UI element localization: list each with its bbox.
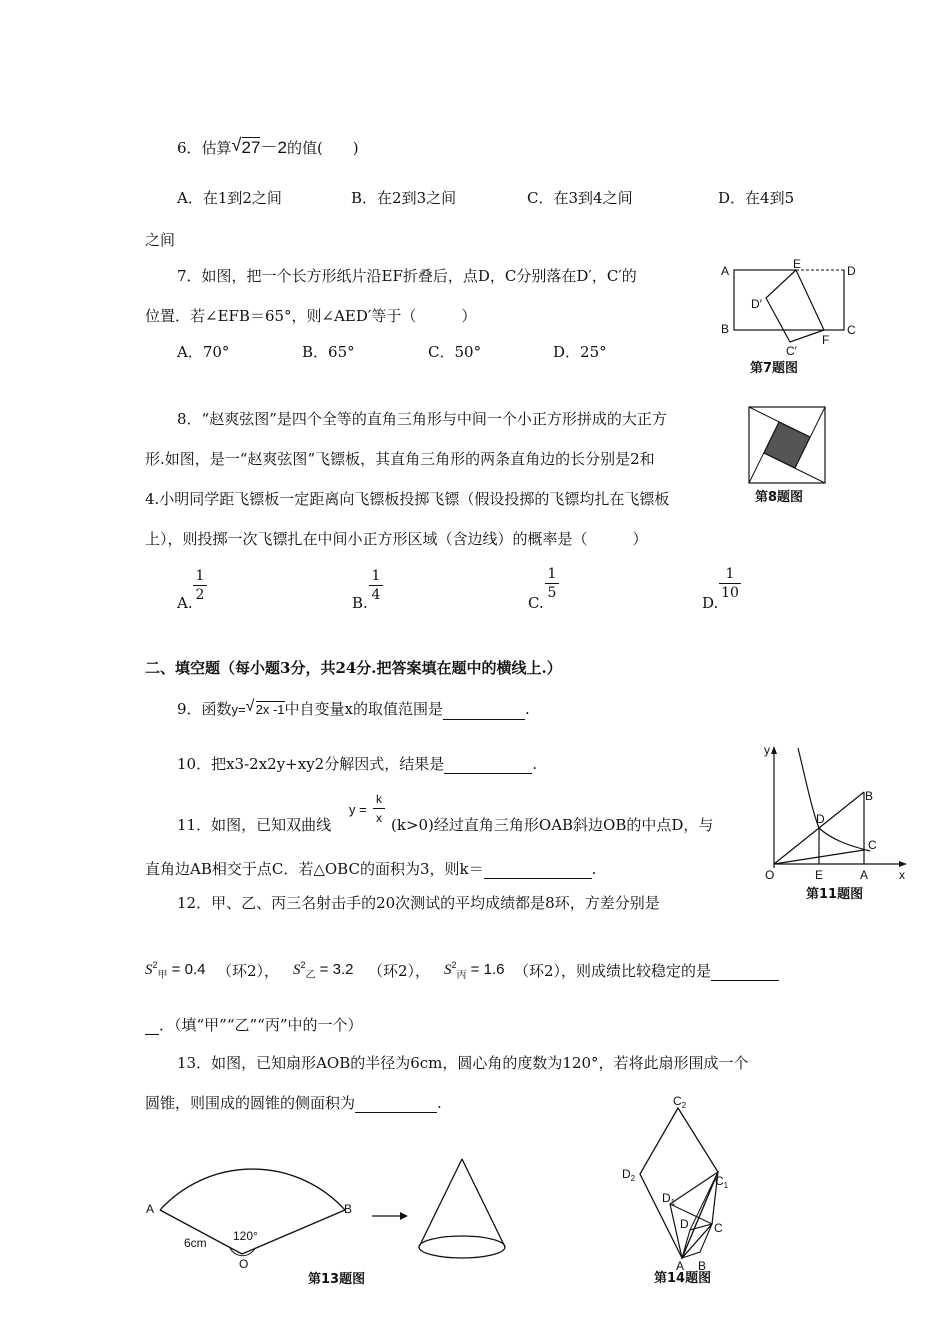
q7-figure — [718, 258, 868, 358]
q9-y: y= — [231, 702, 246, 717]
q7-label-dp: D′ — [751, 297, 762, 311]
q6-option-b: B．在2到3之间 — [351, 189, 457, 207]
q12-unit-2: （环2）， — [368, 962, 431, 980]
q13-line1: 13．如图，已知扇形AOB的半径为6cm，圆心角的度数为120°，若将此扇形围成一个 — [177, 1054, 749, 1072]
q6-option-d-wrap: 之间 — [145, 231, 176, 249]
q7-label-c: C — [847, 323, 856, 337]
q7-option-d: D．25° — [553, 343, 607, 361]
q14-label-d1 — [662, 1191, 676, 1207]
q8-option-c-fraction — [545, 566, 559, 601]
q8-figure — [748, 406, 828, 486]
q9-end: . — [525, 700, 530, 718]
q12-answer-blank-cont[interactable] — [145, 1034, 159, 1035]
q14-label-a: A — [676, 1259, 685, 1273]
q14-label-d2 — [622, 1167, 636, 1183]
q14-sub-c2: 2 — [681, 1101, 687, 1110]
q13-sector-arc — [160, 1169, 345, 1210]
q7-caption: 第7题图 — [750, 361, 799, 376]
q14-caption: 第14题图 — [654, 1271, 712, 1286]
q8-line2: 形.如图，是一“赵爽弦图”飞镖板，其直角三角形的两条直角边的长分别是2和 — [145, 450, 655, 468]
q11-label-x: x — [899, 868, 905, 882]
q7-label-b: B — [721, 322, 730, 336]
arrow-icon — [370, 1210, 410, 1222]
section-2-heading: 二、填空题（每小题3分，共24分.把答案填在题中的横线上.） — [145, 659, 562, 677]
q6-option-a: A．在1到2之间 — [177, 189, 282, 207]
q8-option-d-num: 1 — [725, 566, 735, 582]
q12-answer-blank[interactable] — [711, 980, 779, 981]
q12-unit-3-text: （环2），则成绩比较稳定的是 — [514, 962, 712, 980]
q13-cone-right — [462, 1159, 505, 1247]
q8-option-c-letter: C. — [528, 594, 544, 612]
q14-label-c2-text: C — [673, 1094, 682, 1108]
q11-prefix: 11．如图，已知双曲线 — [177, 816, 332, 834]
q11-fraction — [373, 791, 385, 826]
q9-radical: √ 2x -1 — [245, 698, 285, 717]
q11-suffix: (k>0)经过直角三角形OAB斜边OB的中点D，与 — [391, 816, 714, 834]
arrow-head — [400, 1212, 408, 1220]
q6-option-c: C．在3到4之间 — [527, 189, 633, 207]
q13-end: . — [437, 1094, 442, 1112]
q8-option-d-fraction — [719, 566, 741, 601]
q9-prefix: 9．函数 — [177, 700, 232, 718]
q6-option-d: D．在4到5 — [718, 189, 795, 207]
q11-num: k — [376, 792, 382, 806]
q7-line2: 位置．若∠EFB＝65°，则∠AED′等于（ ） — [145, 307, 477, 325]
q13-label-angle: 120° — [233, 1229, 258, 1243]
q7-label-f: F — [822, 333, 830, 347]
q9-suffix: 中自变量x的取值范围是 — [284, 700, 444, 718]
q7-option-b: B．65° — [302, 343, 355, 361]
q14-sub-d1: 1 — [670, 1198, 676, 1207]
q11-line2 — [145, 859, 596, 879]
q8-option-b-num: 1 — [371, 568, 381, 584]
q12-s-yi: $S^2_乙 = 3.2$ — [293, 960, 354, 981]
q13-caption: 第13题图 — [308, 1272, 366, 1287]
q11-line2-text: 直角边AB相交于点C．若△OBC的面积为3，则k＝ — [145, 860, 484, 878]
q11-den: x — [376, 811, 382, 825]
q14-label-b: B — [698, 1259, 707, 1273]
q7-line1: 7．如图，把一个长方形纸片沿EF折叠后，点D，C分别落在D′，C′的 — [177, 267, 637, 285]
q8-option-a-letter: A. — [177, 594, 193, 612]
q14-figure — [618, 1092, 748, 1273]
q6-prefix: 6．估算 — [177, 139, 232, 157]
q8-option-a-fraction — [193, 568, 207, 603]
q13-label-a: A — [146, 1202, 155, 1216]
q8-option-a-num: 1 — [195, 568, 205, 584]
q14-diag-4 — [670, 1204, 712, 1224]
q13-label-o: O — [239, 1257, 249, 1271]
q10-end: . — [532, 755, 538, 773]
q14-label-d: D — [680, 1217, 689, 1231]
q13-line2-text: 圆锥，则围成的圆锥的侧面积为 — [145, 1094, 356, 1112]
q13-cone-left — [419, 1159, 462, 1247]
q8-caption: 第8题图 — [755, 490, 804, 505]
q11-y-arrow — [771, 746, 777, 754]
q6-minus: －2 — [260, 138, 287, 157]
q11-label-a: A — [860, 868, 869, 882]
q13-sector-figure — [140, 1140, 370, 1270]
q14-label-c1 — [715, 1174, 729, 1190]
q11-y: y = — [349, 802, 367, 817]
q10-answer-blank[interactable] — [444, 773, 532, 774]
q6-stem — [177, 135, 359, 158]
q12-line3 — [145, 1015, 363, 1035]
q11-label-o: O — [765, 868, 775, 882]
q9-answer-blank[interactable] — [443, 719, 525, 720]
q12-unit-3 — [514, 961, 779, 981]
q8-inner-square — [764, 422, 810, 468]
q12-line1: 12．甲、乙、丙三名射击手的20次测试的平均成绩都是8环，方差分别是 — [177, 894, 660, 912]
q8-option-b-fraction — [369, 568, 383, 603]
q14-label-d1-text: D — [662, 1191, 671, 1205]
q13-cone-figure — [415, 1155, 511, 1270]
q7-label-cp: C′ — [786, 344, 797, 358]
q7-option-a: A．70° — [177, 343, 230, 361]
q8-option-c-num: 1 — [547, 566, 557, 582]
q13-answer-blank[interactable] — [355, 1112, 437, 1113]
q11-label-d: D — [816, 812, 825, 826]
q11-x-arrow — [899, 861, 907, 867]
q10-text: 10．把x3-2x2y+xy2分解因式，结果是 — [177, 755, 445, 773]
q14-sub-c1: 1 — [723, 1181, 729, 1190]
q8-option-b-den: 4 — [371, 587, 381, 603]
q11-label-c: C — [868, 838, 877, 852]
q13-cone-base — [419, 1236, 505, 1258]
q14-label-c1-text: C — [715, 1174, 724, 1188]
q13-label-b: B — [344, 1202, 353, 1216]
q9-stem — [177, 699, 530, 720]
q12-line3-text: ．（填“甲”“乙”“丙”中的一个） — [159, 1016, 363, 1034]
q7-label-d: D — [847, 264, 856, 278]
q6-radicand: 27 — [241, 138, 261, 157]
q11-label-b: B — [865, 789, 874, 803]
q8-line3: 4.小明同学距飞镖板一定距离向飞镖板投掷飞镖（假设投掷的飞镖均扎在飞镖板 — [145, 490, 670, 508]
q12-s-jia: $S^2_甲 = 0.4$ — [145, 960, 206, 981]
q14-label-d2-text: D — [622, 1167, 631, 1181]
q14-label-c: C — [714, 1221, 723, 1235]
q8-option-c-den: 5 — [547, 585, 557, 601]
q11-figure — [752, 740, 912, 885]
q10-stem — [177, 754, 537, 774]
q7-option-c: C．50° — [428, 343, 482, 361]
q11-answer-blank[interactable] — [484, 878, 592, 879]
q11-end: . — [591, 860, 597, 878]
q8-option-a-den: 2 — [195, 587, 205, 603]
q9-radicand: 2x -1 — [255, 702, 285, 717]
q8-line4: 上），则投掷一次飞镖扎在中间小正方形区域（含边线）的概率是（ ） — [145, 530, 648, 548]
q13-line2 — [145, 1093, 442, 1113]
q8-option-d-den: 10 — [721, 585, 739, 601]
q11-caption: 第11题图 — [806, 887, 864, 902]
q7-label-a: A — [721, 264, 730, 278]
q14-sub-d2: 2 — [630, 1174, 636, 1183]
q12-unit-1: （环2）， — [217, 962, 280, 980]
q12-s-bing: $S^2_丙 = 1.6$ — [444, 960, 505, 981]
q7-label-e: E — [793, 257, 802, 271]
q14-outer-quad — [640, 1108, 718, 1258]
q8-option-d-letter: D. — [702, 594, 719, 612]
q13-label-radius: 6cm — [184, 1236, 207, 1250]
q7-folded-part — [766, 270, 824, 342]
q11-label-e: E — [815, 868, 824, 882]
q11-label-y: y — [764, 743, 770, 757]
q6-radical: √ 27－2 — [231, 135, 287, 157]
q14-label-c2 — [673, 1094, 687, 1110]
q7-fold-line — [796, 270, 824, 330]
q8-line1: 8．“赵爽弦图”是四个全等的直角三角形与中间一个小正方形拼成的大正方 — [177, 410, 667, 428]
q6-suffix: 的值( ) — [286, 139, 359, 157]
q8-option-b-letter: B. — [352, 594, 368, 612]
